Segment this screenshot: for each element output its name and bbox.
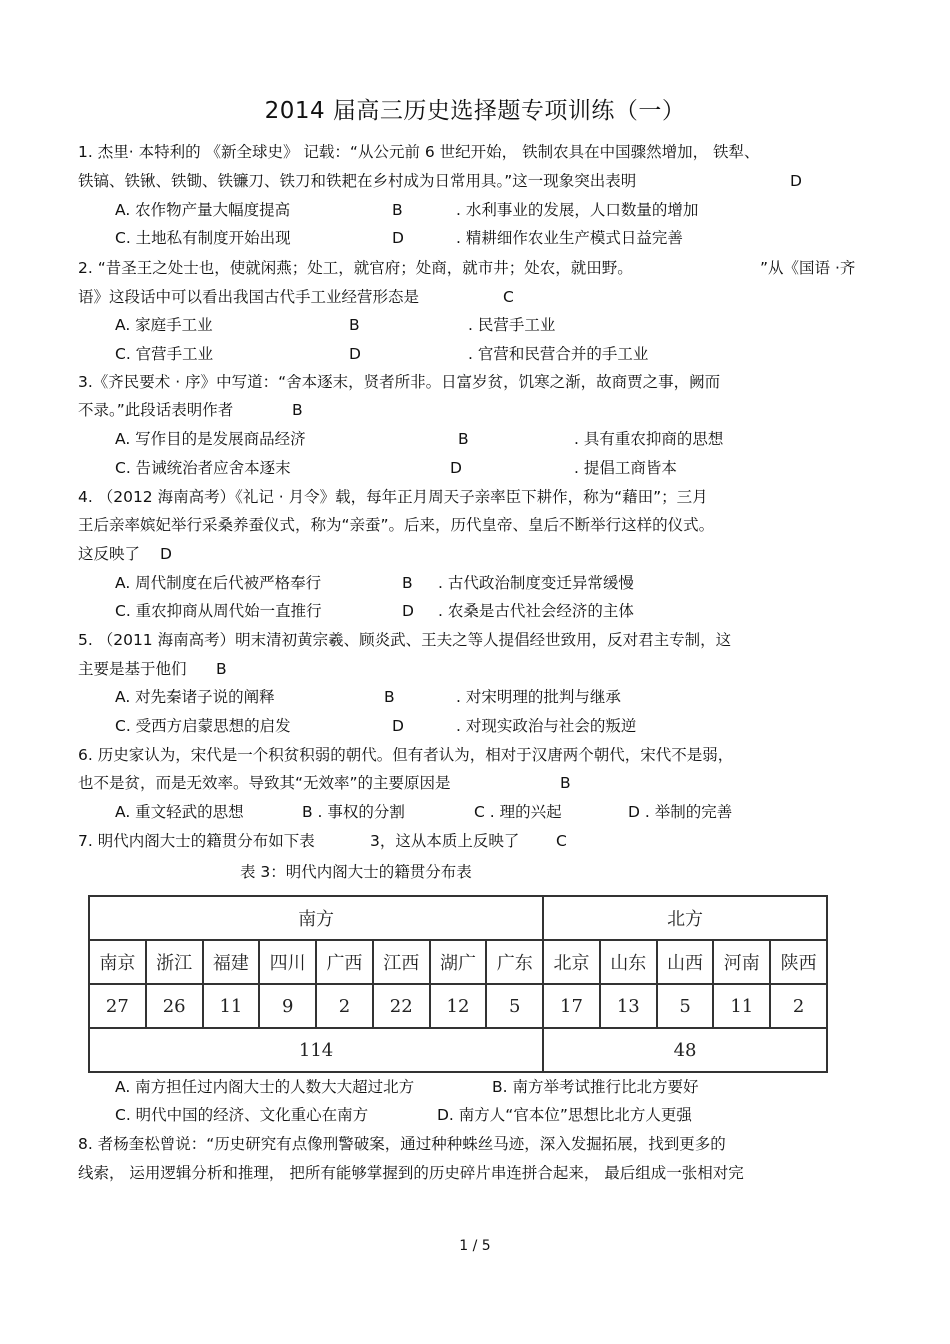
total-row: [89, 1028, 827, 1072]
question-5-option-c: C. 受西方启蒙思想的启发: [115, 717, 291, 735]
question-4-answer: D: [160, 545, 172, 563]
question-7-option-d: D. 南方人“官本位”思想比北方人更强: [437, 1106, 692, 1124]
question-4-line-3: 这反映了: [78, 545, 141, 563]
province-cell: 四川: [259, 940, 316, 984]
question-4-option-a: A. 周代制度在后代被严格奉行: [115, 574, 322, 592]
question-5-line-2: 主要是基于他们: [78, 660, 187, 678]
question-1-option-b: . 水利事业的发展，人口数量的增加: [456, 201, 699, 219]
count-cell: 22: [373, 984, 430, 1028]
question-5-option-b-letter: B: [384, 688, 395, 706]
question-2-line-1: 2. “昔圣王之处士也，使就闲燕；处工，就官府；处商，就市井；处农，就田野。: [78, 259, 633, 277]
page-number: 1 / 5: [459, 1238, 491, 1254]
question-4-option-b: . 古代政治制度变迁异常缓慢: [438, 574, 634, 592]
question-3-option-c: C. 告诫统治者应舍本逐末: [115, 459, 291, 477]
question-4-line-2: 王后亲率嫔妃举行采桑养蚕仪式，称为“亲蚕”。后来，历代皇帝、皇后不断举行这样的仪式。: [78, 516, 715, 534]
question-6-answer: B: [560, 774, 571, 792]
question-7-line-1: 7. 明代内阁大士的籍贯分布如下表: [78, 832, 315, 850]
count-cell: 26: [146, 984, 203, 1028]
province-cell: 北京: [543, 940, 600, 984]
table-caption: 表 3：明代内阁大士的籍贯分布表: [240, 863, 472, 881]
question-7-option-a: A. 南方担任过内阁大士的人数大大超过北方: [115, 1078, 415, 1096]
province-cell: 广东: [486, 940, 543, 984]
question-6-option-d: D . 举制的完善: [628, 803, 733, 821]
question-1-option-d-letter: D: [392, 229, 404, 247]
question-1-answer: D: [790, 172, 802, 190]
question-4-line-1: 4. （2012 海南高考）《礼记 · 月令》载，每年正月周天子亲率臣下耕作，称为“藉田”；三月: [78, 488, 708, 506]
question-1-option-b-letter: B: [392, 201, 403, 219]
question-3-option-d-letter: D: [450, 459, 462, 477]
question-2-option-b: . 民营手工业: [468, 316, 556, 334]
question-5-option-b: . 对宋明理的批判与继承: [456, 688, 621, 706]
province-cell: 湖广: [430, 940, 487, 984]
province-cell: 陕西: [770, 940, 827, 984]
question-2-line-1-end: ”从《国语 ·齐: [760, 259, 856, 277]
province-cell: 江西: [373, 940, 430, 984]
question-1-option-c: C. 土地私有制度开始出现: [115, 229, 291, 247]
question-3-line-1: 3.《齐民要术 · 序》中写道：“舍本逐末，贤者所非。日富岁贫，饥寒之渐，故商贾之事，阙而: [78, 373, 721, 391]
question-4-option-d-letter: D: [402, 602, 414, 620]
province-cell: 广西: [316, 940, 373, 984]
question-7-line-1-end: 3，这从本质上反映了: [370, 832, 520, 850]
north-header: 北方: [543, 896, 827, 940]
count-cell: 11: [203, 984, 260, 1028]
question-3-option-b: . 具有重农抑商的思想: [574, 430, 724, 448]
count-cell: 2: [770, 984, 827, 1028]
distribution-table: [88, 895, 828, 1073]
question-2-option-d-letter: D: [349, 345, 361, 363]
question-6-option-a: A. 重文轻武的思想: [115, 803, 244, 821]
question-2-option-a: A. 家庭手工业: [115, 316, 213, 334]
count-cell: 27: [89, 984, 146, 1028]
south-header: 南方: [89, 896, 543, 940]
province-cell: 山西: [657, 940, 714, 984]
province-row: [89, 940, 827, 984]
question-6-line-2: 也不是贫，而是无效率。导致其“无效率”的主要原因是: [78, 774, 451, 792]
question-1-option-a: A. 农作物产量大幅度提高: [115, 201, 291, 219]
question-2-option-d: . 官营和民营合并的手工业: [468, 345, 649, 363]
question-1-line-1: 1. 杰里· 本特利的 《新全球史》 记载：“从公元前 6 世纪开始， 铁制农具在中国骤然增加， 铁犁、: [78, 143, 760, 161]
question-6-option-c: C . 理的兴起: [474, 803, 562, 821]
question-2-line-2: 语》这段话中可以看出我国古代手工业经营形态是: [78, 288, 420, 306]
province-cell: 河南: [713, 940, 770, 984]
page-title: 2014 届高三历史选择题专项训练（一）: [264, 98, 686, 124]
count-cell: 13: [600, 984, 657, 1028]
question-7-option-b: B. 南方举考试推行比北方要好: [492, 1078, 699, 1096]
count-cell: 11: [713, 984, 770, 1028]
question-3-answer: B: [292, 401, 303, 419]
question-8-line-2: 线索， 运用逻辑分析和推理， 把所有能够掌握到的历史碎片串连拼合起来， 最后组成一张相对完: [78, 1164, 744, 1182]
question-5-option-d-letter: D: [392, 717, 404, 735]
question-4-option-b-letter: B: [402, 574, 413, 592]
province-cell: 南京: [89, 940, 146, 984]
question-3-option-d: . 提倡工商皆本: [574, 459, 677, 477]
count-cell: 5: [486, 984, 543, 1028]
count-row: [89, 984, 827, 1028]
question-5-line-1: 5. （2011 海南高考）明末清初黄宗羲、顾炎武、王夫之等人提倡经世致用，反对君主专制，这: [78, 631, 732, 649]
question-1-text: 铁镐、铁锹、铁锄、铁镰刀、铁刀和铁耙在乡村成为日常用具。”这一现象突出表明: [78, 172, 637, 190]
question-6-option-b: B . 事权的分割: [302, 803, 405, 821]
question-2-answer: C: [503, 288, 514, 306]
question-4-option-d: . 农桑是古代社会经济的主体: [438, 602, 634, 620]
question-7-option-c: C. 明代中国的经济、文化重心在南方: [115, 1106, 369, 1124]
question-3-line-2: 不录。”此段话表明作者: [78, 401, 234, 419]
north-total: 48: [543, 1028, 827, 1072]
province-cell: 福建: [203, 940, 260, 984]
question-5-option-d: . 对现实政治与社会的叛逆: [456, 717, 637, 735]
count-cell: 17: [543, 984, 600, 1028]
south-total: 114: [89, 1028, 543, 1072]
question-7-answer: C: [556, 832, 567, 850]
question-8-line-1: 8. 者杨奎松曾说：“历史研究有点像刑警破案，通过种种蛛丝马迹，深入发掘拓展，找到更多的: [78, 1135, 726, 1153]
province-cell: 山东: [600, 940, 657, 984]
question-4-option-c: C. 重农抑商从周代始一直推行: [115, 602, 322, 620]
count-cell: 2: [316, 984, 373, 1028]
question-2-option-b-letter: B: [349, 316, 360, 334]
question-2-option-c: C. 官营手工业: [115, 345, 214, 363]
question-5-option-a: A. 对先秦诸子说的阐释: [115, 688, 275, 706]
question-1-line-2: [78, 170, 878, 192]
question-6-line-1: 6. 历史家认为，宋代是一个积贫积弱的朝代。但有者认为，相对于汉唐两个朝代，宋代不是弱，: [78, 746, 734, 764]
count-cell: 12: [430, 984, 487, 1028]
region-header-row: [89, 896, 827, 940]
question-1-option-d: . 精耕细作农业生产模式日益完善: [456, 229, 683, 247]
province-cell: 浙江: [146, 940, 203, 984]
question-3-option-a: A. 写作目的是发展商品经济: [115, 430, 306, 448]
count-cell: 5: [657, 984, 714, 1028]
question-5-answer: B: [216, 660, 227, 678]
count-cell: 9: [259, 984, 316, 1028]
question-3-option-b-letter: B: [458, 430, 469, 448]
